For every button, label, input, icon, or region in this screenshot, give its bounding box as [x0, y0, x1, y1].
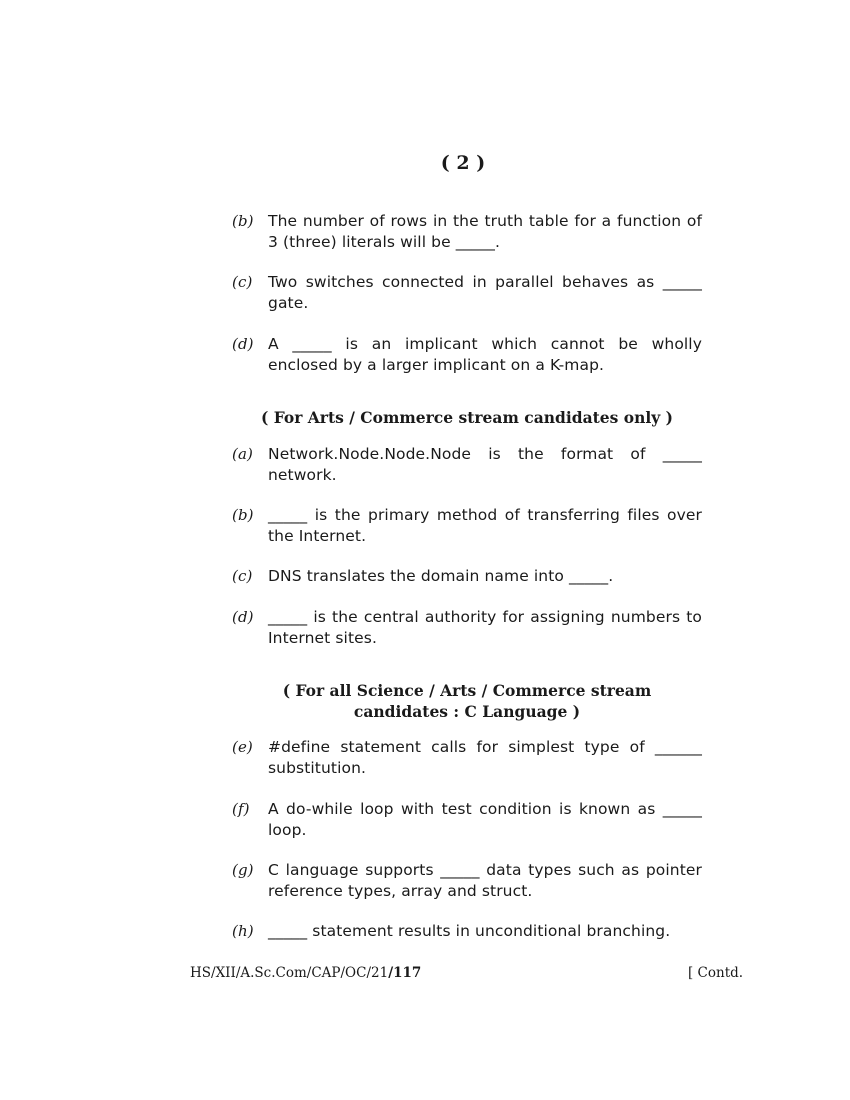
question-label: (e) [232, 738, 253, 756]
question-text: _____ is the central authority for assigning numbers to Internet sites. [268, 608, 702, 647]
question-c-parallel-switches [232, 272, 702, 314]
question-text: Network.Node.Node.Node is the format of _____ network. [268, 445, 702, 484]
question-d-implicant [232, 334, 702, 376]
question-label: (g) [232, 861, 254, 879]
question-h-branching [232, 921, 702, 942]
question-b-file-transfer [232, 505, 702, 547]
question-text: _____ is the primary method of transferring files over the Internet. [268, 506, 702, 545]
paper-code-prefix: HS/XII/A.Sc.Com/CAP/OC/21 [190, 965, 389, 981]
section-heading-line: candidates : C Language ) [353, 702, 581, 721]
question-label: (b) [232, 212, 254, 230]
paper-code [190, 965, 421, 981]
section-heading-arts-commerce: ( For Arts / Commerce stream candidates only ) [260, 408, 673, 427]
question-label: (d) [232, 335, 254, 353]
section-heading-c-language [232, 680, 702, 722]
paper-code-suffix: /117 [388, 965, 422, 981]
question-b-truth-table [232, 211, 702, 253]
question-text: A do-while loop with test condition is known as _____ loop. [268, 800, 702, 839]
question-g-data-types [232, 860, 702, 902]
question-label: (c) [232, 567, 253, 585]
question-c-dns [232, 566, 702, 587]
question-text: A _____ is an implicant which cannot be wholly enclosed by a larger implicant on a K-map. [268, 335, 702, 374]
question-label: (d) [232, 608, 254, 626]
question-text: _____ statement results in unconditional branching. [268, 922, 671, 940]
question-label: (b) [232, 506, 254, 524]
question-d-central-authority [232, 607, 702, 649]
question-text: DNS translates the domain name into _____. [268, 567, 614, 585]
question-label: (h) [232, 922, 254, 940]
question-f-do-while [232, 799, 702, 841]
question-text: #define statement calls for simplest type of ______ substitution. [268, 738, 702, 777]
question-text: Two switches connected in parallel behaves as _____ gate. [268, 273, 702, 312]
section-heading-line: ( For all Science / Arts / Commerce stream [282, 681, 652, 700]
question-text: C language supports _____ data types such as pointer reference types, array and struct. [268, 861, 702, 900]
question-label: (f) [232, 800, 250, 818]
page-number: ( 2 ) [440, 152, 486, 174]
question-text: The number of rows in the truth table for a function of 3 (three) literals will be _____. [268, 212, 702, 251]
question-a-network-format [232, 444, 702, 486]
question-label: (c) [232, 273, 253, 291]
question-label: (a) [232, 445, 253, 463]
contd-marker: [ Contd. [688, 965, 744, 981]
question-e-define [232, 737, 702, 779]
